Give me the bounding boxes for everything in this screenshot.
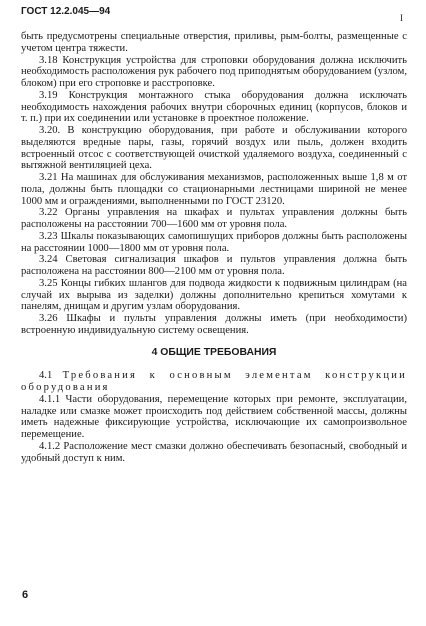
subsection-title: Требования к основным элементам конструкции оборудования — [21, 370, 407, 393]
paragraph-3-22: 3.22 Органы управления на шкафах и пультах управления должны быть расположены на расстоянии 700—1600 мм от уровня пола. — [21, 207, 407, 230]
subsection-heading — [21, 370, 407, 394]
paragraph-continuation: быть предусмотрены специальные отверстия, приливы, рым-болты, размещенные с учетом центра тяжести. — [21, 31, 407, 54]
paragraph-3-24: 3.24 Световая сигнализация шкафов и пультов управления должна быть расположена на расстоянии 800—2100 мм от уровня пола. — [21, 254, 407, 277]
paragraph-3-26: 3.26 Шкафы и пульты управления должны иметь (при необходимости) встроенную индивидуальную систему освещения. — [21, 313, 407, 336]
standard-header: ГОСТ 12.2.045—94 — [21, 6, 111, 17]
paragraph-4-1-1: 4.1.1 Части оборудования, перемещение которых при ремонте, эксплуатации, наладке или смазке может происходить под действием собственной массы, должны иметь надежные фиксирующие устройства, исключающие их самопроизвольное перемещение. — [21, 393, 407, 440]
paragraph-3-18: 3.18 Конструкция устройства для строповки оборудования должна исключить необходимость расположения рук рабочего под приподнятым оборудованием (узлом, блоком) при его строповке и расстроповке. — [21, 54, 407, 89]
paragraph-3-23: 3.23 Шкалы показывающих самопишущих приборов должны быть расположены на расстоянии 1000—1800 мм от уровня пола. — [21, 230, 407, 254]
page-content — [21, 31, 407, 464]
paragraph-3-20: 3.20. В конструкцию оборудования, при работе и обслуживании которого выделяются вредные пары, газы, горячий воздух или пыль, должен входить встроенный отсос с соответствующей очисткой удаляемого воздуха, соединенный с вытяжной вентиляцией цеха. — [21, 125, 407, 172]
margin-mark: І — [400, 13, 403, 23]
paragraph-3-19: 3.19 Конструкция монтажного стыка оборудования должна исключать необходимость нахождения рабочих внутри сборочных единиц (корпусов, блоков и т. п.) при их соединении или установке в проектное положение. — [21, 89, 407, 125]
page-number: 6 — [22, 589, 29, 601]
section-title: 4 ОБЩИЕ ТРЕБОВАНИЯ — [151, 346, 277, 358]
paragraph-4-1-2: 4.1.2 Расположение мест смазки должно обеспечивать безопасный, свободный и удобный доступ к ним. — [21, 440, 407, 464]
paragraph-3-25: 3.25 Концы гибких шлангов для подвода жидкости к подвижным цилиндрам (на случай их вырыва из заделки) должны дополнительно крепиться хомутами к панелям, днищам и другим узлам оборудования. — [21, 277, 407, 313]
subsection-number: 4.1 — [39, 370, 53, 382]
paragraph-3-21: 3.21 На машинах для обслуживания механизмов, расположенных выше 1,8 м от пола, должны быть площадки со стационарными лестницами шириной не менее 1000 мм и ограждениями, выполненными по ГОСТ 23120. — [21, 172, 407, 207]
